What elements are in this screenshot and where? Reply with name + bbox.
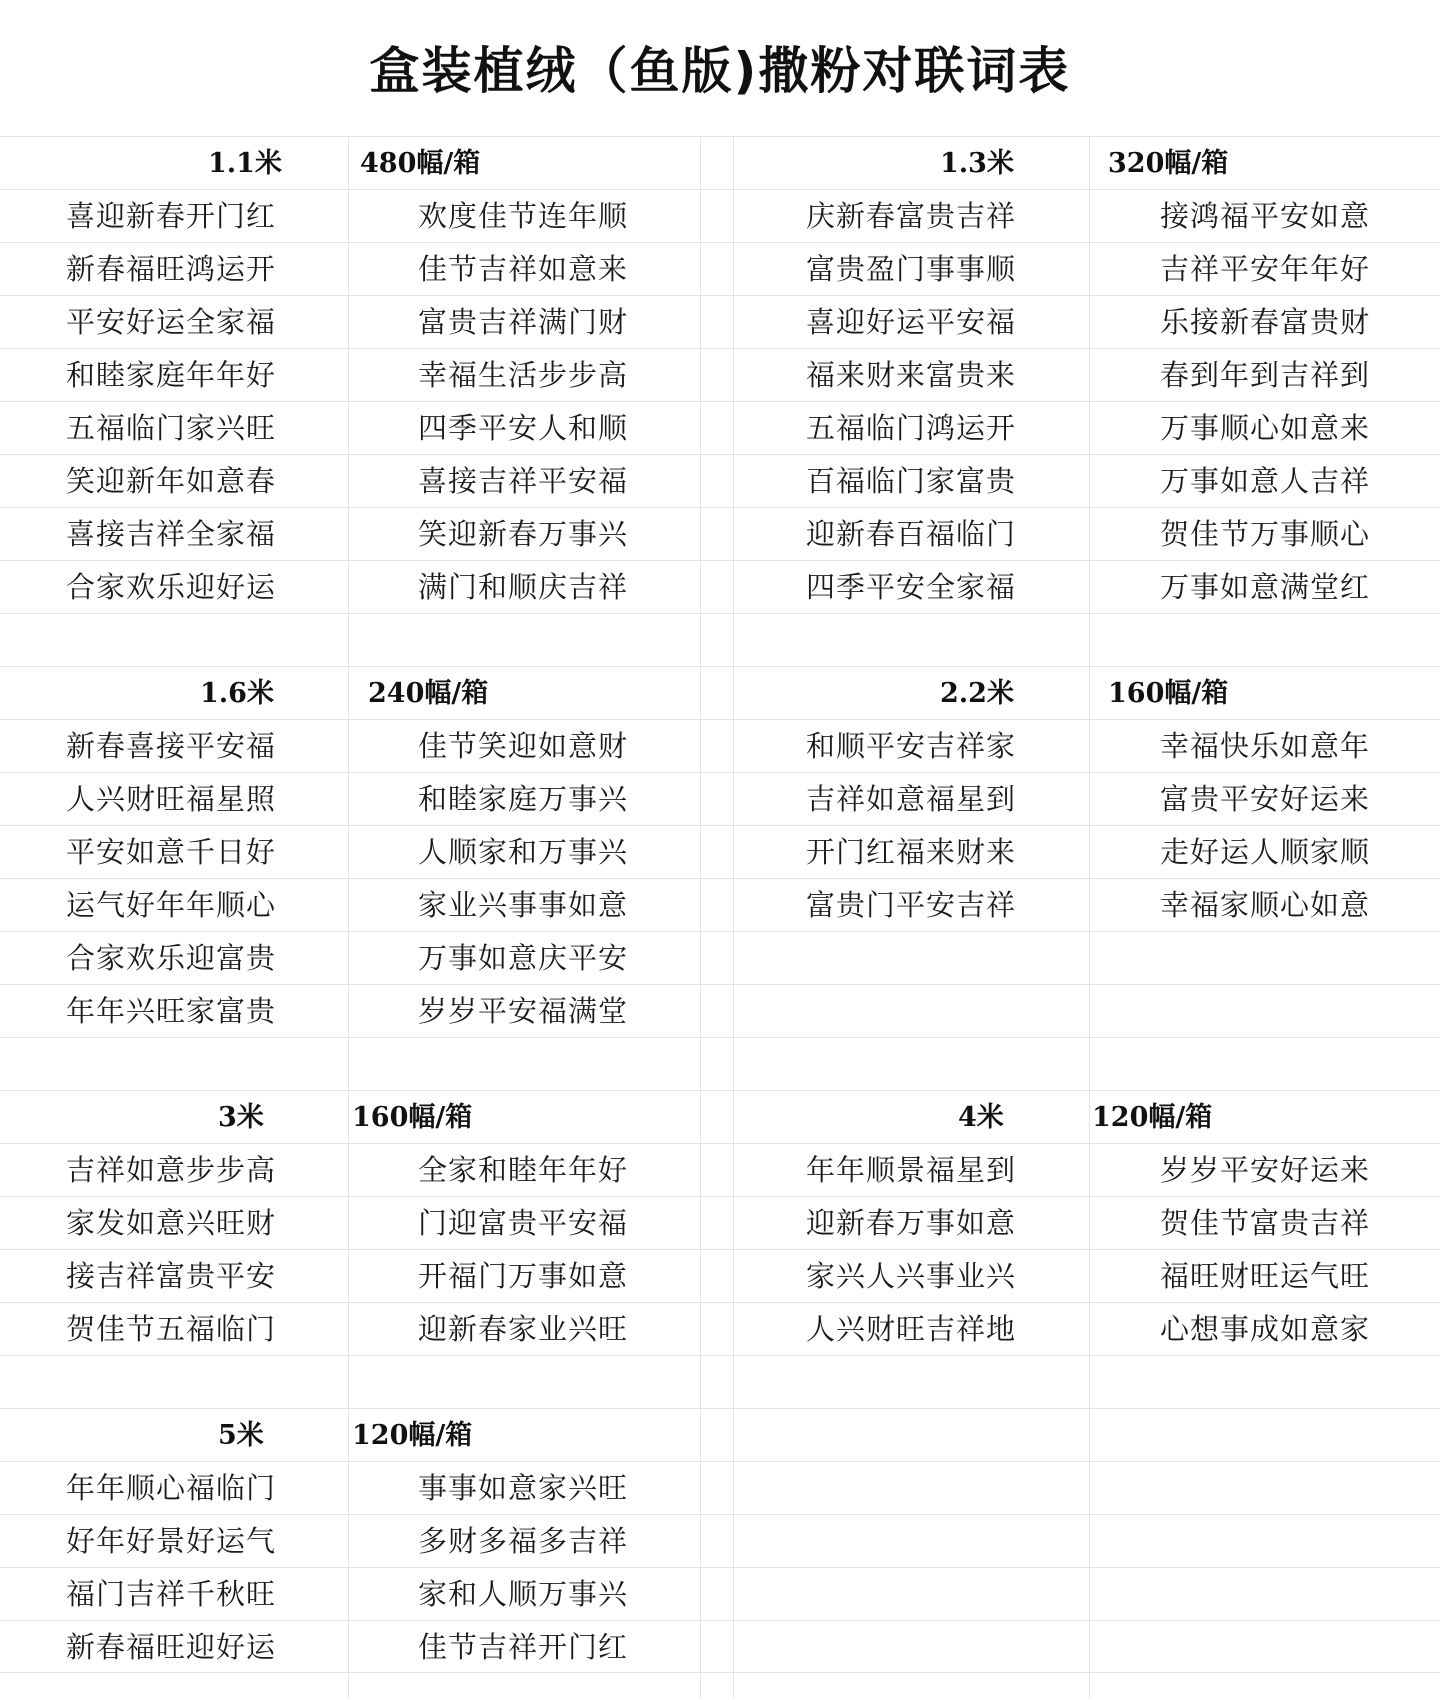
couplet-upper: 福门吉祥千秋旺 [66,1577,277,1611]
couplet-upper: 五福临门鸿运开 [806,411,1017,445]
table-row [0,1514,1440,1567]
couplet-lower: 事事如意家兴旺 [418,1471,629,1505]
couplet-upper: 接吉祥富贵平安 [66,1259,277,1293]
section-count-label: 120幅/箱 [1092,1102,1213,1133]
couplet-upper: 和睦家庭年年好 [66,358,277,392]
couplet-table [0,136,1440,1673]
table-row [0,401,1440,454]
couplet-lower: 走好运人顺家顺 [1160,835,1371,869]
section-size-label: 2.2米 [940,678,1014,709]
table-row [0,560,1440,613]
section-count-label: 160幅/箱 [1108,678,1229,709]
section-size-label: 4米 [958,1102,1004,1133]
couplet-upper: 庆新春富贵吉祥 [806,199,1017,233]
couplet-lower: 家业兴事事如意 [418,888,629,922]
couplet-upper: 平安好运全家福 [66,305,277,339]
couplet-upper: 人兴财旺吉祥地 [806,1312,1017,1346]
table-row [0,1037,1440,1090]
section-count-label: 160幅/箱 [352,1102,473,1133]
couplet-lower: 接鸿福平安如意 [1160,199,1371,233]
couplet-upper: 迎新春百福临门 [806,517,1017,551]
couplet-lower: 开福门万事如意 [418,1259,629,1293]
section-size-label: 5米 [218,1420,264,1451]
section-header-row [0,666,1440,719]
couplet-lower: 吉祥平安年年好 [1160,252,1371,286]
couplet-lower: 心想事成如意家 [1160,1312,1371,1346]
table-row [0,1355,1440,1408]
couplet-upper: 运气好年年顺心 [66,888,277,922]
table-row [0,1249,1440,1302]
section-size-label: 1.1米 [208,148,282,179]
table-row [0,1567,1440,1620]
table-row [0,454,1440,507]
couplet-upper: 好年好景好运气 [66,1524,277,1558]
couplet-upper: 四季平安全家福 [806,570,1017,604]
table-row [0,931,1440,984]
couplet-upper: 年年顺心福临门 [66,1471,277,1505]
couplet-lower: 福旺财旺运气旺 [1160,1259,1371,1293]
section-count-label: 120幅/箱 [352,1420,473,1451]
couplet-lower: 幸福家顺心如意 [1160,888,1371,922]
couplet-upper: 新春福旺迎好运 [66,1630,277,1664]
couplet-upper: 年年顺景福星到 [806,1153,1017,1187]
couplet-upper: 新春喜接平安福 [66,729,277,763]
couplet-lower: 富贵平安好运来 [1160,782,1371,816]
section-header-row [0,1408,1440,1461]
table-row [0,719,1440,772]
couplet-lower: 万事如意满堂红 [1160,570,1371,604]
couplet-lower: 门迎富贵平安福 [418,1206,629,1240]
table-row [0,825,1440,878]
section-size-label: 1.6米 [200,678,274,709]
couplet-lower: 岁岁平安好运来 [1160,1153,1371,1187]
couplet-upper: 福来财来富贵来 [806,358,1017,392]
couplet-lower: 佳节笑迎如意财 [418,729,629,763]
couplet-upper: 喜迎新春开门红 [66,199,277,233]
couplet-lower: 万事如意人吉祥 [1160,464,1371,498]
couplet-upper: 人兴财旺福星照 [66,782,277,816]
couplet-lower: 贺佳节万事顺心 [1160,517,1371,551]
couplet-upper: 吉祥如意福星到 [806,782,1017,816]
couplet-upper: 喜迎好运平安福 [806,305,1017,339]
couplet-lower: 万事顺心如意来 [1160,411,1371,445]
couplet-lower: 贺佳节富贵吉祥 [1160,1206,1371,1240]
couplet-lower: 岁岁平安福满堂 [418,994,629,1028]
section-size-label: 3米 [218,1102,264,1133]
couplet-upper: 喜接吉祥全家福 [66,517,277,551]
couplet-lower: 喜接吉祥平安福 [418,464,629,498]
section-header-row [0,1090,1440,1143]
table-row [0,1196,1440,1249]
couplet-lower: 富贵吉祥满门财 [418,305,629,339]
couplet-upper: 新春福旺鸿运开 [66,252,277,286]
couplet-lower: 人顺家和万事兴 [418,835,629,869]
table-row [0,348,1440,401]
couplet-upper: 富贵门平安吉祥 [806,888,1017,922]
couplet-lower: 幸福生活步步高 [418,358,629,392]
couplet-lower: 笑迎新春万事兴 [418,517,629,551]
section-count-label: 240幅/箱 [368,678,489,709]
couplet-upper: 平安如意千日好 [66,835,277,869]
table-row [0,1620,1440,1673]
page-title: 盒装植绒（鱼版)撒粉对联词表 [369,42,1071,100]
couplet-lower: 满门和顺庆吉祥 [418,570,629,604]
couplet-upper: 年年兴旺家富贵 [66,994,277,1028]
couplet-lower: 佳节吉祥开门红 [418,1630,629,1664]
table-row [0,242,1440,295]
couplet-upper: 五福临门家兴旺 [66,411,277,445]
couplet-upper: 合家欢乐迎富贵 [66,941,277,975]
couplet-lower: 佳节吉祥如意来 [418,252,629,286]
couplet-lower: 迎新春家业兴旺 [418,1312,629,1346]
couplet-upper: 和顺平安吉祥家 [806,729,1017,763]
couplet-upper: 家发如意兴旺财 [66,1206,277,1240]
couplet-lower: 万事如意庆平安 [418,941,629,975]
couplet-lower: 幸福快乐如意年 [1160,729,1371,763]
couplet-upper: 合家欢乐迎好运 [66,570,277,604]
couplet-upper: 迎新春万事如意 [806,1206,1017,1240]
couplet-upper: 贺佳节五福临门 [66,1312,277,1346]
couplet-upper: 家兴人兴事业兴 [806,1259,1017,1293]
couplet-lower: 乐接新春富贵财 [1160,305,1371,339]
section-header-row [0,136,1440,189]
section-count-label: 480幅/箱 [360,148,481,179]
table-row [0,1143,1440,1196]
couplet-lower: 欢度佳节连年顺 [418,199,629,233]
section-size-label: 1.3米 [940,148,1014,179]
table-row [0,613,1440,666]
table-row [0,772,1440,825]
couplet-upper: 富贵盈门事事顺 [806,252,1017,286]
couplet-upper: 开门红福来财来 [806,835,1017,869]
table-row [0,984,1440,1037]
table-row [0,189,1440,242]
table-row [0,1302,1440,1355]
table-row [0,1461,1440,1514]
couplet-lower: 家和人顺万事兴 [418,1577,629,1611]
table-row [0,507,1440,560]
couplet-lower: 四季平安人和顺 [418,411,629,445]
table-row [0,878,1440,931]
table-row [0,295,1440,348]
couplet-lower: 多财多福多吉祥 [418,1524,629,1558]
couplet-lower: 全家和睦年年好 [418,1153,629,1187]
couplet-lower: 和睦家庭万事兴 [418,782,629,816]
couplet-upper: 百福临门家富贵 [806,464,1017,498]
couplet-upper: 吉祥如意步步高 [66,1153,277,1187]
couplet-lower: 春到年到吉祥到 [1160,358,1371,392]
couplet-upper: 笑迎新年如意春 [66,464,277,498]
section-count-label: 320幅/箱 [1108,148,1229,179]
